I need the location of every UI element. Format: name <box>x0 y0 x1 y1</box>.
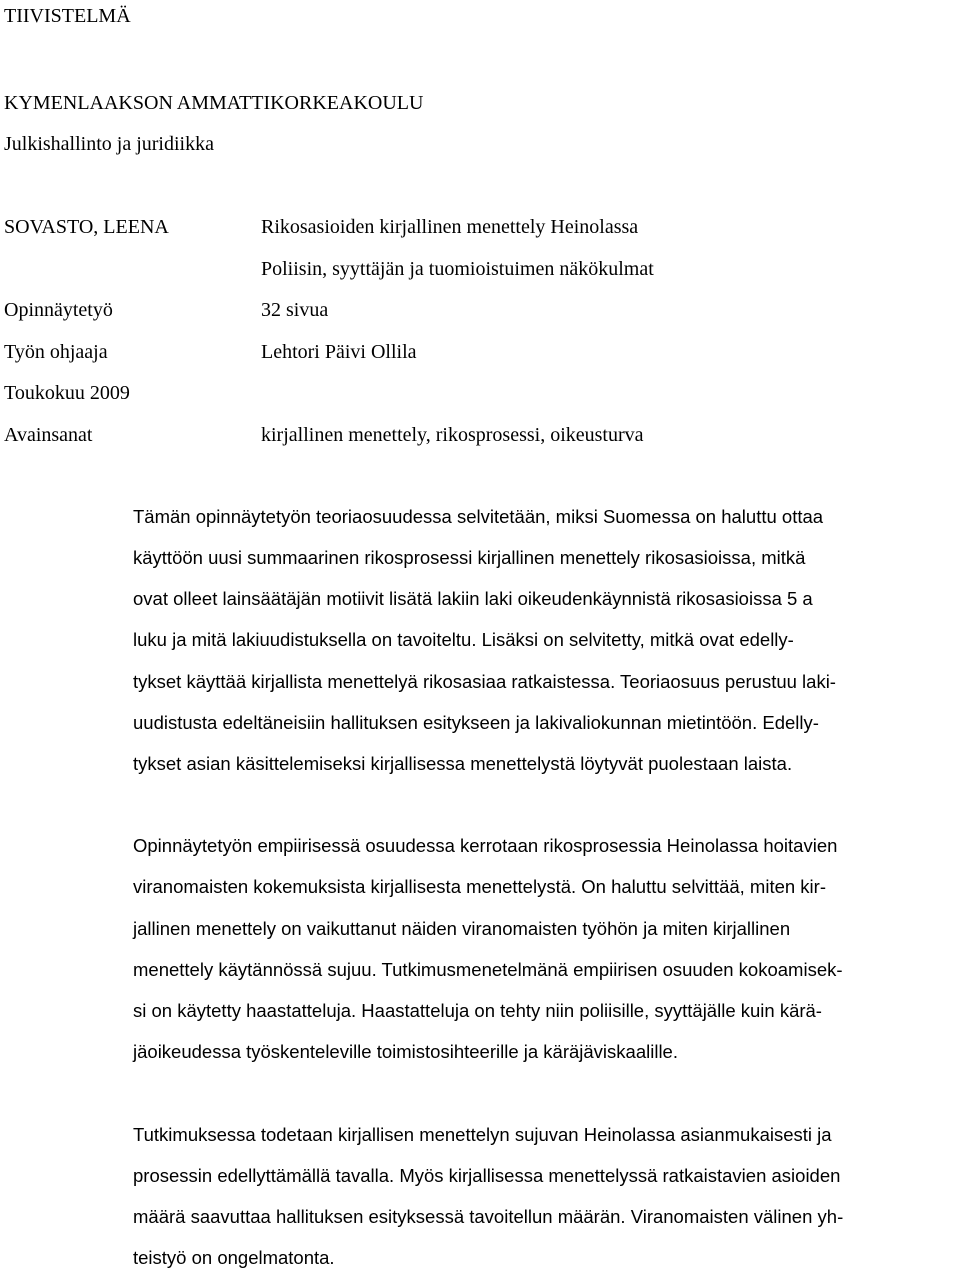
abstract-line: teistyö on ongelmatonta. <box>133 1247 335 1268</box>
abstract-line: menettely käytännössä sujuu. Tutkimusmenetelmänä empiirisen osuuden kokoamisek- <box>133 959 843 980</box>
supervisor-label: Työn ohjaaja <box>4 341 108 363</box>
page-title: TIIVISTELMÄ <box>4 5 131 27</box>
abstract-line: tykset asian käsittelemiseksi kirjallisessa menettelystä löytyvät puolestaan laista. <box>133 753 793 774</box>
institution-name: KYMENLAAKSON AMMATTIKORKEAKOULU <box>4 92 424 114</box>
abstract-line: määrä saavuttaa hallituksen esityksessä tavoitellun määrän. Viranomaisten välinen yh- <box>133 1206 844 1227</box>
supervisor-name: Lehtori Päivi Ollila <box>261 341 417 363</box>
work-title-line-1: Rikosasioiden kirjallinen menettely Heinolassa <box>261 216 639 238</box>
abstract-line: si on käytetty haastatteluja. Haastatteluja on tehty niin poliisille, syyttäjälle kuin kärä- <box>133 1000 822 1021</box>
abstract-line: jallinen menettely on vaikuttanut näiden viranomaisten työhön ja miten kirjallinen <box>133 918 791 939</box>
work-type-label: Opinnäytetyö <box>4 299 113 321</box>
keywords-label: Avainsanat <box>4 424 93 446</box>
page-count: 32 sivua <box>261 299 329 321</box>
date-value: Toukokuu 2009 <box>4 382 130 404</box>
keywords-value: kirjallinen menettely, rikosprosessi, oikeusturva <box>261 424 644 446</box>
author-name: SOVASTO, LEENA <box>4 216 169 238</box>
abstract-line: Tämän opinnäytetyön teoriaosuudessa selvitetään, miksi Suomessa on haluttu ottaa <box>133 506 824 527</box>
abstract-line: jäoikeudessa työskenteleville toimistosihteerille ja käräjäviskaalille. <box>133 1041 678 1062</box>
abstract-line: käyttöön uusi summaarinen rikosprosessi kirjallinen menettely rikosasioissa, mitkä <box>133 547 806 568</box>
abstract-line: Opinnäytetyön empiirisessä osuudessa kerrotaan rikosprosessia Heinolassa hoitavien <box>133 835 838 856</box>
abstract-line: luku ja mitä lakiuudistuksella on tavoiteltu. Lisäksi on selvitetty, mitkä ovat edelly- <box>133 629 794 650</box>
abstract-line: Tutkimuksessa todetaan kirjallisen menettelyn sujuvan Heinolassa asianmukaisesti ja <box>133 1124 832 1145</box>
abstract-line: viranomaisten kokemuksista kirjallisesta menettelystä. On haluttu selvittää, miten kir- <box>133 876 826 897</box>
abstract-line: tykset käyttää kirjallista menettelyä rikosasiaa ratkaistessa. Teoriaosuus perustuu laki- <box>133 671 836 692</box>
work-title-line-2: Poliisin, syyttäjän ja tuomioistuimen näkökulmat <box>261 258 654 280</box>
abstract-line: uudistusta edeltäneisiin hallituksen esitykseen ja lakivaliokunnan mietintöön. Edelly- <box>133 712 819 733</box>
abstract-line: ovat olleet lainsäätäjän motiivit lisätä lakiin laki oikeudenkäynnistä rikosasioissa 5 a <box>133 588 813 609</box>
department-name: Julkishallinto ja juridiikka <box>4 133 214 155</box>
abstract-line: prosessin edellyttämällä tavalla. Myös kirjallisessa menettelyssä ratkaistavien asioiden <box>133 1165 841 1186</box>
